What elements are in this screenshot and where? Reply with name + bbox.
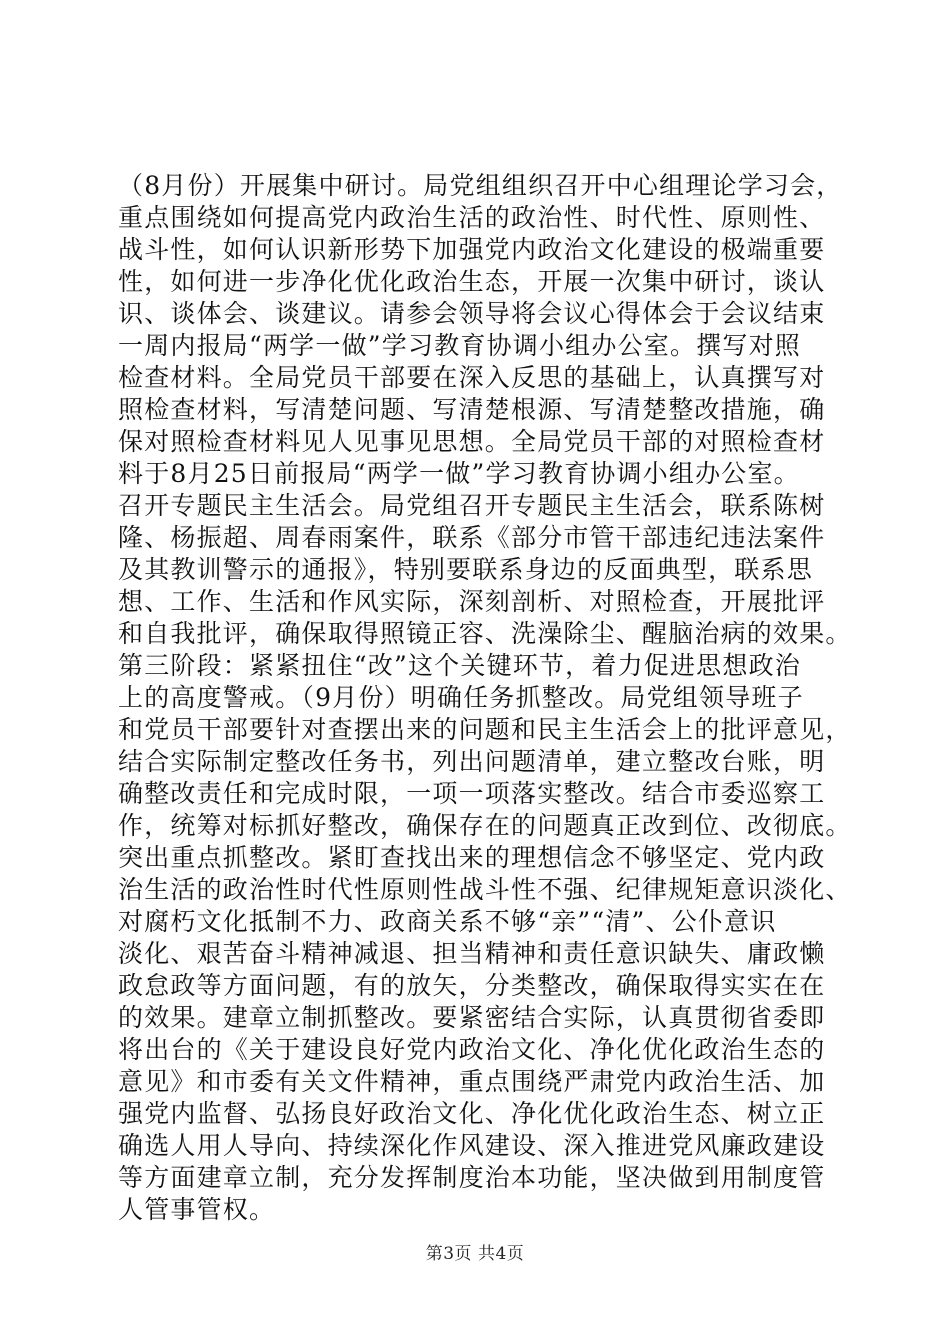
body-text [118, 170, 858, 1226]
text-line: 性，如何进一步净化优化政治生态，开展一次集中研讨，谈认 [118, 267, 826, 296]
text-line: 将出台的《关于建设良好党内政治文化、净化优化政治生态的 [118, 1035, 826, 1064]
text-line: （8月份）开展集中研讨。局党组组织召开中心组理论学习会， [118, 171, 843, 200]
text-line: 保对照检查材料见人见事见思想。全局党员干部的对照检查材 [118, 427, 826, 456]
text-line: 上的高度警戒。（9月份）明确任务抓整改。局党组领导班子 [118, 683, 804, 712]
text-line: 确整改责任和完成时限，一项一项落实整改。结合市委巡察工 [118, 779, 826, 808]
text-line: 战斗性，如何认识新形势下加强党内政治文化建设的极端重要 [118, 235, 826, 264]
text-line: 照检查材料，写清楚问题、写清楚根源、写清楚整改措施，确 [118, 395, 826, 424]
text-line: 检查材料。全局党员干部要在深入反思的基础上，认真撰写对 [118, 363, 826, 392]
text-line: 召开专题民主生活会。局党组召开专题民主生活会，联系陈树 [118, 491, 826, 520]
text-line: 人管事管权。 [118, 1195, 276, 1224]
text-line: 重点围绕如何提高党内政治生活的政治性、时代性、原则性、 [118, 203, 826, 232]
text-line: 的效果。建章立制抓整改。要紧密结合实际，认真贯彻省委即 [118, 1003, 826, 1032]
text-line: 想、工作、生活和作风实际，深刻剖析、对照检查，开展批评 [118, 587, 826, 616]
text-line: 和自我批评，确保取得照镜正容、洗澡除尘、醒脑治病的效果。 [118, 619, 852, 648]
text-line: 对腐朽文化抵制不力、政商关系不够“亲”“清”、公仆意识 [118, 907, 777, 936]
text-line: 治生活的政治性时代性原则性战斗性不强、纪律规矩意识淡化、 [118, 875, 852, 904]
text-line: 突出重点抓整改。紧盯查找出来的理想信念不够坚定、党内政 [118, 843, 826, 872]
text-line: 识、谈体会、谈建议。请参会领导将会议心得体会于会议结束 [118, 299, 826, 328]
text-line: 隆、杨振超、周春雨案件，联系《部分市管干部违纪违法案件 [118, 523, 826, 552]
text-line: 料于8月25日前报局“两学一做”学习教育协调小组办公室。 [118, 459, 800, 488]
page-number-label: 第3页 共4页 [425, 1244, 525, 1264]
text-line: 结合实际制定整改任务书，列出问题清单，建立整改台账，明 [118, 747, 826, 776]
text-line: 一周内报局“两学一做”学习教育协调小组办公室。撰写对照 [118, 331, 801, 360]
text-line: 第三阶段：紧紧扭住“改”这个关键环节，着力促进思想政治 [118, 651, 801, 680]
text-line: 作，统筹对标抓好整改，确保存在的问题真正改到位、改彻底。 [118, 811, 852, 840]
page-footer [0, 1244, 950, 1264]
text-line: 强党内监督、弘扬良好政治文化、净化优化政治生态、树立正 [118, 1099, 826, 1128]
text-line: 等方面建章立制，充分发挥制度治本功能，坚决做到用制度管 [118, 1163, 826, 1192]
text-line: 和党员干部要针对查摆出来的问题和民主生活会上的批评意见， [118, 715, 852, 744]
text-line: 及其教训警示的通报》，特别要联系身边的反面典型，联系思 [118, 555, 813, 584]
text-line: 意见》和市委有关文件精神，重点围绕严肃党内政治生活、加 [118, 1067, 826, 1096]
text-line: 政怠政等方面问题，有的放矢，分类整改，确保取得实实在在 [118, 971, 826, 1000]
text-line: 淡化、艰苦奋斗精神减退、担当精神和责任意识缺失、庸政懒 [118, 939, 826, 968]
text-line: 确选人用人导向、持续深化作风建设、深入推进党风廉政建设 [118, 1131, 826, 1160]
